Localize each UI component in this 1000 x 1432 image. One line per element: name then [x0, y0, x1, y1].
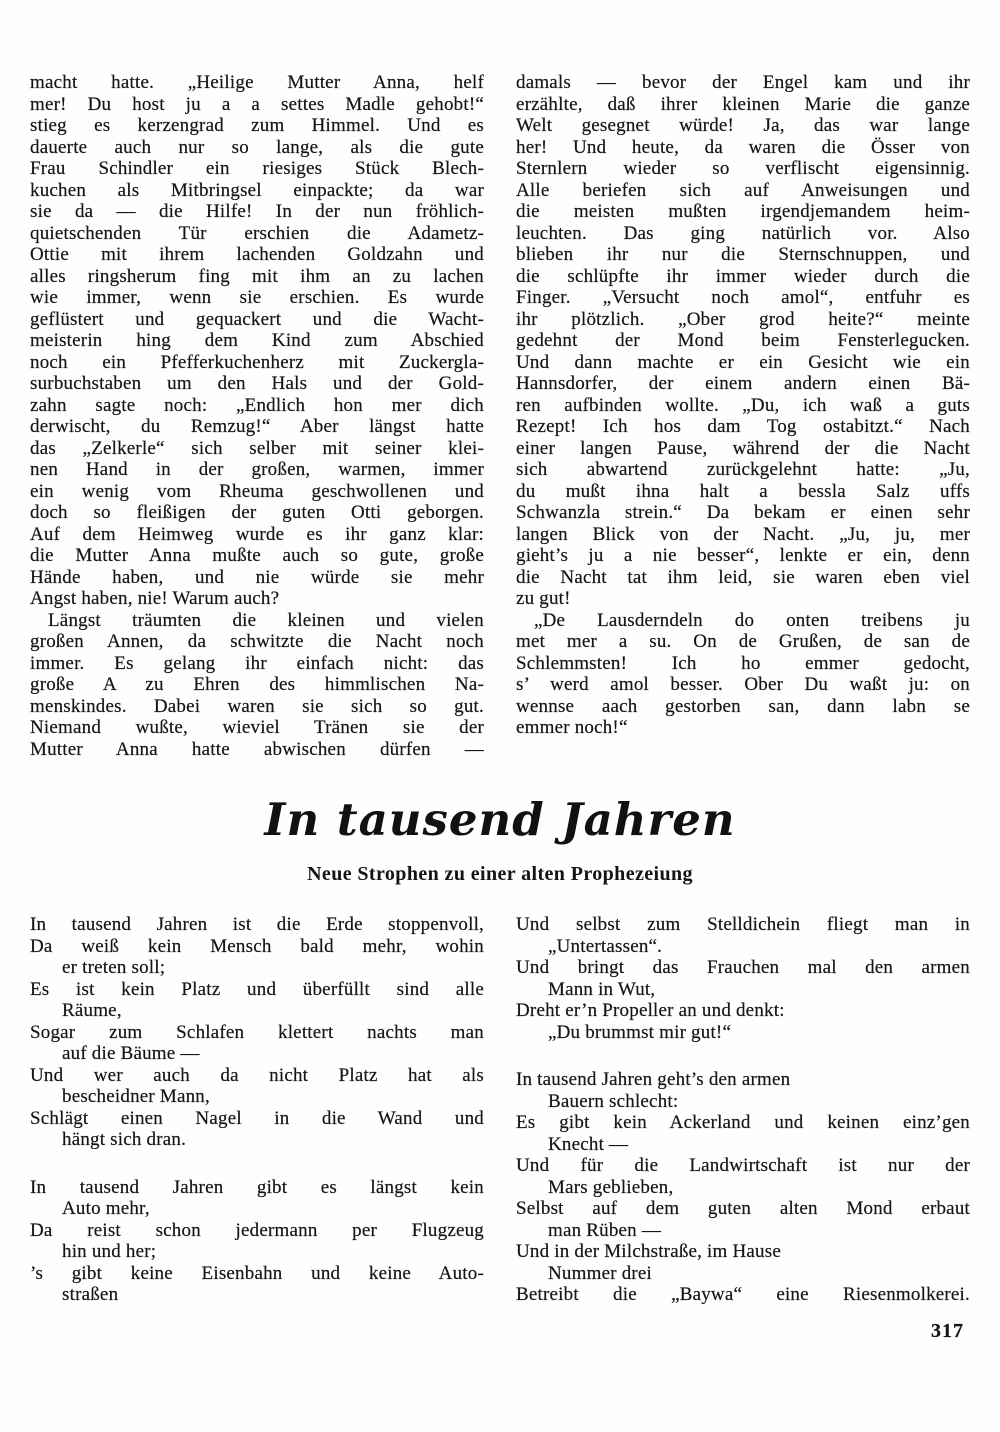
text-line: großen Annen, da schwitzte die Nacht noch — [30, 631, 484, 652]
text-line: Frau Schindler ein riesiges Stück Blech- — [30, 158, 484, 179]
text-line: dauerte auch nur so lange, als die gute — [30, 136, 484, 158]
text-line: hängt sich dran. — [62, 1129, 187, 1150]
text-line: quietschenden Tür erschien die Adametz- — [30, 222, 484, 244]
text-line: du mußt ihna halt a bessla Salz uffs — [516, 480, 970, 502]
text-line: noch ein Pfefferkuchenherz mit Zuckergla- — [30, 351, 484, 373]
text-line: damals — bevor der Engel kam und ihr — [516, 72, 970, 93]
page-number: 317 — [931, 1320, 964, 1342]
text-line: zahn sagte noch: „Endlich hon mer dich — [30, 394, 484, 416]
text-line: alles ringsherum fing mit ihm an zu lachen — [30, 265, 484, 287]
text-line: Und selbst zum Stelldichein fliegt man in — [516, 914, 970, 935]
text-line: „Du brummst mir gut!“ — [548, 1021, 732, 1043]
text-line: wie immer, wenn sie erschien. Es wurde — [30, 287, 484, 308]
text-line: Nummer drei — [548, 1262, 653, 1284]
text-line: das „Zelkerle“ sich selber mit seiner klei- — [30, 437, 484, 459]
text-line: „Untertassen“. — [548, 935, 663, 957]
text-line: große A zu Ehren des himmlischen Na- — [30, 674, 484, 695]
text-line: nen Hand in der großen, warmen, immer — [30, 459, 484, 480]
text-line: menskindes. Dabei waren sie sich so gut. — [30, 695, 484, 717]
text-line: Mars geblieben, — [548, 1176, 674, 1198]
text-line: bescheidner Mann, — [62, 1086, 210, 1107]
text-line: Es gibt kein Ackerland und keinen einz’gen — [516, 1112, 970, 1133]
text-line: Und für die Landwirtschaft ist nur der — [516, 1155, 970, 1176]
text-line: doch so fleißigen der guten Otti geborgen. — [30, 502, 484, 523]
text-line: ihr plötzlich. „Ober grod heite?“ meinte — [516, 308, 970, 330]
text-line: wennse aach gestorben san, dann labn se — [516, 695, 970, 717]
text-line: „De Lausderndeln do onten treibens ju — [534, 609, 970, 631]
text-line: gedehnt der Mond beim Fensterlegucken. — [516, 330, 970, 351]
text-line: Bauern schlecht: — [548, 1090, 679, 1112]
text-line: die Nacht tat ihm leid, sie waren eben viel — [516, 566, 970, 588]
text-line: ’s gibt keine Eisenbahn und keine Auto- — [30, 1262, 484, 1284]
text-line: Und dann machte er ein Gesicht wie ein — [516, 351, 970, 373]
text-line: Niemand wußte, wieviel Tränen sie der — [30, 717, 484, 738]
text-line: Sternlern wieder so verflischt eigensinnig. — [516, 158, 970, 179]
text-line: leuchten. Das ging natürlich vor. Also — [516, 222, 970, 244]
text-line: In tausend Jahren geht’s den armen — [516, 1069, 791, 1090]
poem-column-right — [516, 914, 970, 1306]
text-line: Und bringt das Frauchen mal den armen — [516, 957, 970, 978]
text-line: langen Blick von der Nacht. „Ju, ju, mer — [516, 523, 970, 545]
text-line: Knecht — — [548, 1133, 629, 1155]
text-line: auf die Bäume — — [62, 1043, 200, 1064]
poem-section — [30, 914, 970, 1306]
text-line: Räume, — [62, 1000, 122, 1021]
text-line: Mann in Wut, — [548, 978, 656, 1000]
text-line: Und in der Milchstraße, im Hause — [516, 1241, 781, 1262]
text-line: Da reist schon jedermann per Flugzeug — [30, 1219, 484, 1241]
text-line: surbuchstaben um den Hals und der Gold- — [30, 373, 484, 394]
text-line: Da weiß kein Mensch bald mehr, wohin — [30, 935, 484, 957]
prose-column-left — [30, 72, 484, 760]
text-line: emmer noch!“ — [516, 717, 628, 738]
text-line: In tausend Jahren gibt es längst kein — [30, 1176, 484, 1198]
text-line: ren aufbinden wollte. „Du, ich waß a guts — [516, 394, 970, 416]
text-line: mer! Du host ju a a settes Madle gehobt!“ — [30, 93, 484, 115]
text-line: Welt gesegnet würde! Ja, das war lange — [516, 115, 970, 136]
text-line: er treten soll; — [62, 957, 166, 978]
text-line: met mer a su. On de Grußen, de san de — [516, 631, 970, 652]
text-line: hin und her; — [62, 1241, 157, 1262]
text-line: Finger. „Versucht noch amol“, entfuhr es — [516, 287, 970, 308]
text-line: Dreht er’n Propeller an und denkt: — [516, 1000, 785, 1021]
text-line: Und wer auch da nicht Platz hat als — [30, 1064, 484, 1086]
text-line: Hände haben, und nie würde sie mehr — [30, 566, 484, 588]
text-line: Rezept! Ich hos dam Tog ostabitzt.“ Nach — [516, 416, 970, 437]
text-line: s’ werd amol besser. Ober Du waßt ju: on — [516, 674, 970, 695]
text-line: die schlüpfte ihr immer wieder durch die — [516, 265, 970, 287]
text-line: Auf dem Heimweg wurde es ihr ganz klar: — [30, 523, 484, 545]
text-line: die Mutter Anna mußte auch so gute, große — [30, 545, 484, 566]
poem-column-left — [30, 914, 484, 1306]
prose-column-right — [516, 72, 970, 760]
article-heading — [0, 792, 1000, 886]
article-title: In tausend Jahren — [264, 793, 736, 846]
text-line: sie da — die Hilfe! In der nun fröhlich- — [30, 201, 484, 222]
text-line: Betreibt die „Baywa“ eine Riesenmolkerei. — [516, 1284, 970, 1305]
text-line: einer langen Pause, während der die Nacht — [516, 437, 970, 459]
text-line: meisterin hing dem Kind zum Abschied — [30, 330, 484, 351]
text-line: Auto mehr, — [62, 1198, 150, 1219]
text-line: derwischt, du Remzug!“ Aber längst hatte — [30, 416, 484, 437]
text-line: Selbst auf dem guten alten Mond erbaut — [516, 1198, 970, 1219]
story-text-section — [30, 72, 970, 760]
text-line: stieg es kerzengrad zum Himmel. Und es — [30, 115, 484, 136]
text-line: gieht’s ju a nie besser“, lenkte er ein, denn — [516, 545, 970, 566]
text-line: Längst träumten die kleinen und vielen — [48, 609, 484, 631]
text-line: straßen — [62, 1284, 119, 1305]
text-line: sich abwartend zurückgelehnt hatte: „Ju, — [516, 459, 970, 480]
text-line: Schlägt einen Nagel in die Wand und — [30, 1107, 484, 1129]
text-line: Ottie mit ihrem lachenden Goldzahn und — [30, 244, 484, 265]
text-line: In tausend Jahren ist die Erde stoppenvoll, — [30, 914, 484, 935]
text-line: blieben ihr nur die Sternschnuppen, und — [516, 244, 970, 265]
article-subtitle: Neue Strophen zu einer alten Prophezeiung — [307, 863, 693, 885]
text-line: Mutter Anna hatte abwischen dürfen — — [30, 738, 484, 760]
text-line: her! Und heute, da waren die Össer von — [516, 136, 970, 158]
text-line: Schlemmsten! Ich ho emmer gedocht, — [516, 652, 970, 674]
text-line: geflüstert und gequackert und die Wacht- — [30, 308, 484, 330]
text-line: kuchen als Mitbringsel einpackte; da war — [30, 179, 484, 201]
text-line: Sogar zum Schlafen klettert nachts man — [30, 1021, 484, 1043]
text-line: erzählte, daß ihrer kleinen Marie die ganze — [516, 93, 970, 115]
text-line: macht hatte. „Heilige Mutter Anna, helf — [30, 72, 484, 93]
text-line: Alle beriefen sich auf Anweisungen und — [516, 179, 970, 201]
text-line: Angst haben, nie! Warum auch? — [30, 588, 280, 609]
text-line: Schwanzla strein.“ Da bekam er einen sehr — [516, 502, 970, 523]
text-line: Es ist kein Platz und überfüllt sind alle — [30, 978, 484, 1000]
text-line: immer. Es gelang ihr einfach nicht: das — [30, 652, 484, 674]
text-line: zu gut! — [516, 588, 571, 609]
text-line: man Rüben — — [548, 1219, 662, 1241]
text-line: ein wenig vom Rheuma geschwollenen und — [30, 480, 484, 502]
text-line: Hannsdorfer, der einem andern einen Bä- — [516, 373, 970, 394]
text-line: die meisten mußten irgendjemandem heim- — [516, 201, 970, 222]
